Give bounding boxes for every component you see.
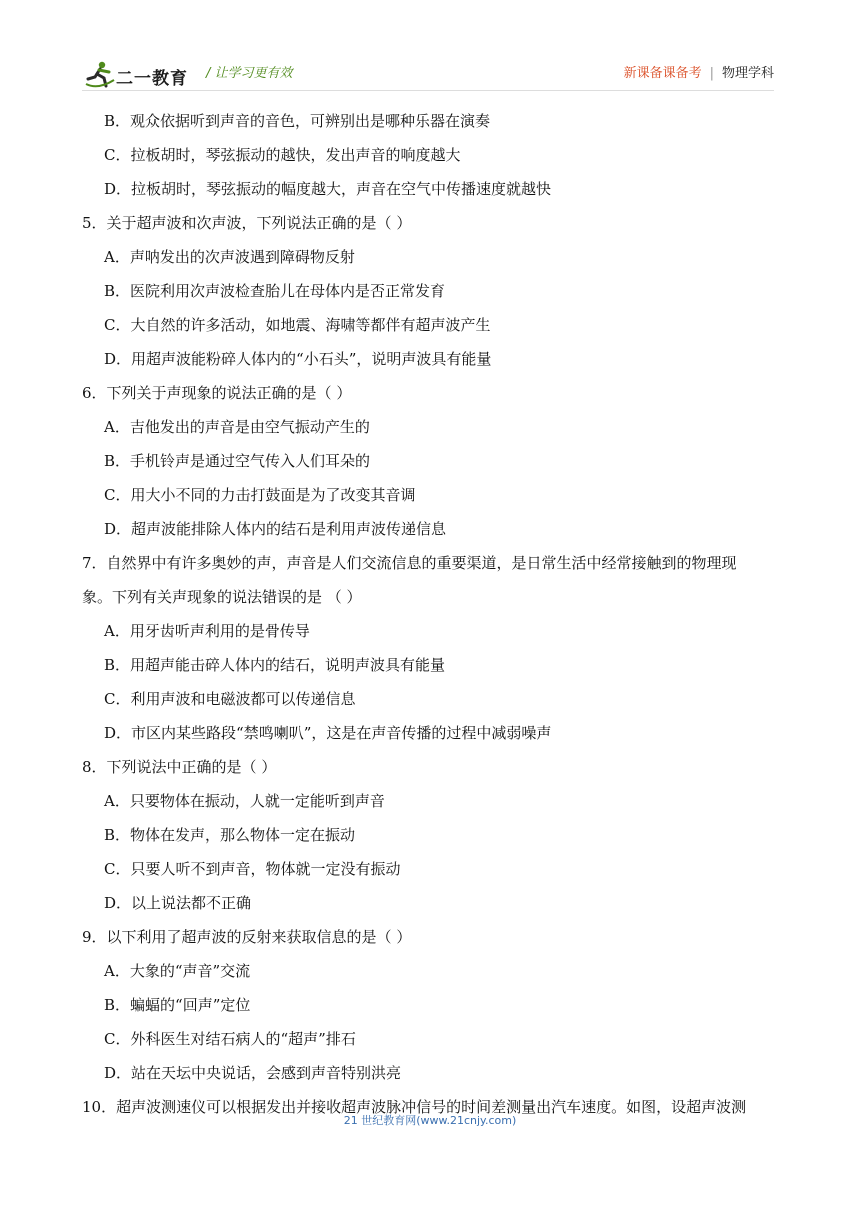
option-line: B．手机铃声是通过空气传入人们耳朵的 [104,452,371,470]
option-line: C．大自然的许多活动，如地震、海啸等都伴有超声波产生 [104,316,491,334]
brand-logo [82,60,192,88]
option-line: A．用牙齿听声利用的是骨传导 [104,622,310,640]
option-line: D．超声波能排除人体内的结石是利用声波传递信息 [104,520,447,538]
question-stem: 9．以下利用了超声波的反射来获取信息的是（ ） [82,928,412,946]
header-course-info [624,62,774,81]
option-line: A．只要物体在振动，人就一定能听到声音 [104,792,385,810]
option-line: B．观众依据听到声音的音色，可辨别出是哪种乐器在演奏 [104,112,491,130]
page-header [82,56,774,90]
header-separator: | [709,66,714,81]
option-line: C．只要人听不到声音，物体就一定没有振动 [104,860,401,878]
logo-text: 二一教育 [116,69,188,89]
question-stem-continued: 象。下列有关声现象的说法错误的是 （ ） [82,588,362,606]
option-line: B．物体在发声，那么物体一定在振动 [104,826,356,844]
option-line: B．蝙蝠的“回声”定位 [104,996,251,1014]
option-line: D．用超声波能粉碎人体内的“小石头”，说明声波具有能量 [104,350,492,368]
question-stem: 5．关于超声波和次声波，下列说法正确的是（ ） [82,214,412,232]
question-stem: 6．下列关于声现象的说法正确的是（ ） [82,384,352,402]
option-line: C．外科医生对结石病人的“超声”排石 [104,1030,356,1048]
option-line: B．医院利用次声波检查胎儿在母体内是否正常发育 [104,282,446,300]
header-divider [82,90,774,91]
option-line: D．市区内某些路段“禁鸣喇叭”，这是在声音传播的过程中减弱噪声 [104,724,552,742]
option-line: D．站在天坛中央说话，会感到声音特别洪亮 [104,1064,402,1082]
page-footer: 21 世纪教育网(www.21cnjy.com) [343,1114,517,1127]
option-line: A．大象的“声音”交流 [104,962,251,980]
option-line: D．以上说法都不正确 [104,894,252,912]
runner-logo-icon [82,60,116,88]
option-line: A．声呐发出的次声波遇到障碍物反射 [104,248,355,266]
option-line: D．拉板胡时，琴弦振动的幅度越大，声音在空气中传播速度就越快 [104,180,552,198]
slogan: / 让学习更有效 [206,66,293,81]
option-line: B．用超声能击碎人体内的结石，说明声波具有能量 [104,656,446,674]
option-line: C．拉板胡时，琴弦振动的越快，发出声音的响度越大 [104,146,461,164]
option-line: C．利用声波和电磁波都可以传递信息 [104,690,356,708]
question-content [82,104,782,1124]
option-line: A．吉他发出的声音是由空气振动产生的 [104,418,370,436]
option-line: C．用大小不同的力击打鼓面是为了改变其音调 [104,486,416,504]
subject-label: 物理学科 [721,66,774,81]
question-stem: 7．自然界中有许多奥妙的声，声音是人们交流信息的重要渠道，是日常生活中经常接触到的物理现 [82,554,737,572]
question-stem: 10．超声波测速仪可以根据发出并接收超声波脉冲信号的时间差测量出汽车速度。如图，设超声波测 [82,1098,747,1116]
course-label: 新课备课备考 [623,66,702,81]
question-stem: 8．下列说法中正确的是（ ） [82,758,277,776]
